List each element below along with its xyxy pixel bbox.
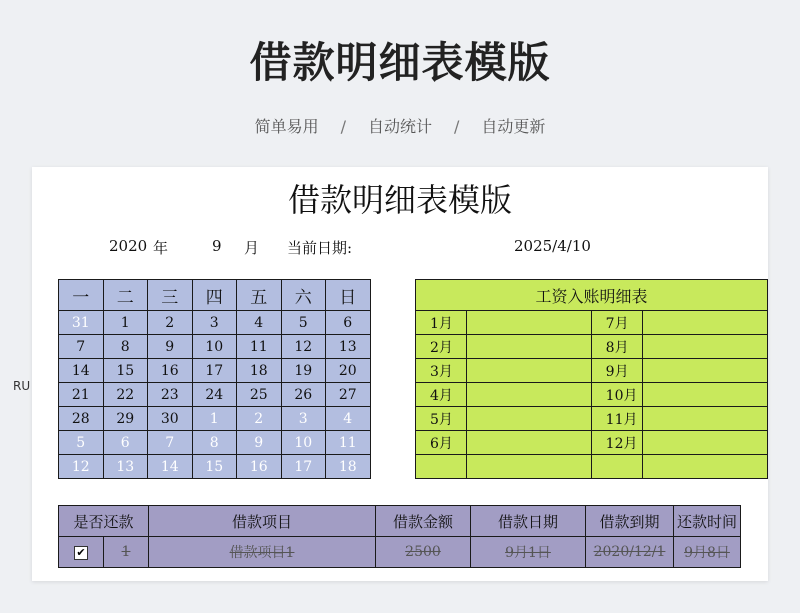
calendar-day-cell: 4: [326, 407, 371, 431]
col-loan-item: 借款项目: [149, 506, 376, 537]
calendar-day-cell: 17: [281, 455, 326, 479]
salary-month-label: 5月: [416, 407, 467, 431]
calendar-day-cell: 12: [59, 455, 104, 479]
salary-amount-cell[interactable]: [642, 455, 767, 479]
weekday-header: 一: [59, 280, 104, 311]
due-date-cell[interactable]: 2020/12/1: [586, 537, 674, 568]
salary-month-label: 6月: [416, 431, 467, 455]
calendar-day-cell: 26: [281, 383, 326, 407]
salary-row: [416, 455, 768, 479]
salary-month-label: 8月: [591, 335, 642, 359]
calendar-day-cell: 10: [281, 431, 326, 455]
salary-title-row: [416, 280, 768, 311]
calendar-day-cell: 1: [192, 407, 237, 431]
calendar-day-cell: 4: [237, 311, 282, 335]
calendar-week-row: [59, 335, 371, 359]
col-loan-date: 借款日期: [471, 506, 586, 537]
salary-row: [416, 383, 768, 407]
salary-amount-cell[interactable]: [642, 335, 767, 359]
calendar-day-cell: 7: [59, 335, 104, 359]
month-value[interactable]: 9: [212, 237, 222, 255]
calendar-day-cell: 14: [59, 359, 104, 383]
calendar-day-cell: 19: [281, 359, 326, 383]
calendar-week-row: [59, 383, 371, 407]
salary-amount-cell[interactable]: [466, 311, 591, 335]
calendar-day-cell: 10: [192, 335, 237, 359]
loan-item-cell[interactable]: 借款项目1: [149, 537, 376, 568]
calendar-day-cell: 2: [237, 407, 282, 431]
repaid-checkbox[interactable]: ✔: [74, 546, 88, 560]
year-unit-label: 年: [153, 239, 169, 257]
calendar-day-cell: 17: [192, 359, 237, 383]
salary-amount-cell[interactable]: [642, 359, 767, 383]
tagline-item: 自动更新: [481, 117, 546, 136]
calendar-week-row: [59, 407, 371, 431]
salary-row: [416, 407, 768, 431]
calendar-day-cell: 13: [103, 455, 148, 479]
salary-month-label: 1月: [416, 311, 467, 335]
salary-row: [416, 335, 768, 359]
calendar-day-cell: 11: [237, 335, 282, 359]
tagline-separator: /: [340, 117, 346, 136]
calendar-day-cell: 3: [281, 407, 326, 431]
salary-amount-cell[interactable]: [466, 431, 591, 455]
salary-row: [416, 311, 768, 335]
calendar-day-cell: 9: [237, 431, 282, 455]
weekday-header: 三: [148, 280, 193, 311]
salary-amount-cell[interactable]: [466, 407, 591, 431]
calendar-day-cell: 14: [148, 455, 193, 479]
calendar-day-cell: 6: [326, 311, 371, 335]
salary-month-label: [591, 455, 642, 479]
calendar-day-cell: 22: [103, 383, 148, 407]
calendar-day-cell: 12: [281, 335, 326, 359]
calendar-day-cell: 31: [59, 311, 104, 335]
tagline-separator: /: [454, 117, 460, 136]
current-date-value: 2025/4/10: [514, 237, 591, 255]
calendar-day-cell: 27: [326, 383, 371, 407]
salary-month-label: 7月: [591, 311, 642, 335]
calendar-day-cell: 3: [192, 311, 237, 335]
calendar-day-cell: 1: [103, 311, 148, 335]
salary-month-label: 4月: [416, 383, 467, 407]
salary-row: [416, 359, 768, 383]
tagline: [0, 114, 800, 137]
weekday-header: 二: [103, 280, 148, 311]
salary-month-label: 10月: [591, 383, 642, 407]
calendar-day-cell: 30: [148, 407, 193, 431]
salary-amount-cell[interactable]: [466, 359, 591, 383]
weekday-header: 四: [192, 280, 237, 311]
calendar-weekday-row: [59, 280, 371, 311]
tagline-item: 简单易用: [254, 117, 319, 136]
col-repay-time: 还款时间: [674, 506, 741, 537]
calendar-day-cell: 8: [192, 431, 237, 455]
table-row: [59, 537, 741, 568]
calendar-day-cell: 15: [103, 359, 148, 383]
salary-month-label: 3月: [416, 359, 467, 383]
month-unit-label: 月: [244, 239, 260, 257]
salary-month-label: 12月: [591, 431, 642, 455]
calendar-day-cell: 29: [103, 407, 148, 431]
repay-time-cell[interactable]: 9月8日: [674, 537, 741, 568]
col-loan-amount: 借款金额: [376, 506, 471, 537]
loan-date-cell[interactable]: 9月1日: [471, 537, 586, 568]
calendar-day-cell: 13: [326, 335, 371, 359]
calendar-day-cell: 28: [59, 407, 104, 431]
salary-month-label: 9月: [591, 359, 642, 383]
calendar-day-cell: 16: [148, 359, 193, 383]
calendar-day-cell: 2: [148, 311, 193, 335]
calendar-day-cell: 24: [192, 383, 237, 407]
calendar-day-cell: 21: [59, 383, 104, 407]
salary-amount-cell[interactable]: [466, 383, 591, 407]
calendar-day-cell: 18: [326, 455, 371, 479]
salary-title: 工资入账明细表: [416, 280, 768, 311]
calendar-day-cell: 20: [326, 359, 371, 383]
calendar-day-cell: 5: [59, 431, 104, 455]
salary-row: [416, 431, 768, 455]
col-due-date: 借款到期: [586, 506, 674, 537]
salary-month-label: 2月: [416, 335, 467, 359]
calendar-day-cell: 25: [237, 383, 282, 407]
calendar-day-cell: 5: [281, 311, 326, 335]
page-title: 借款明细表模版: [249, 38, 551, 87]
salary-amount-cell[interactable]: [642, 407, 767, 431]
calendar-day-cell: 6: [103, 431, 148, 455]
salary-month-label: 11月: [591, 407, 642, 431]
calendar-table: [58, 279, 371, 479]
weekday-header: 日: [326, 280, 371, 311]
tagline-item: 自动统计: [367, 117, 432, 136]
salary-table: [415, 279, 768, 479]
loan-table: [58, 505, 741, 568]
calendar-week-row: [59, 359, 371, 383]
calendar-day-cell: 11: [326, 431, 371, 455]
loan-header-row: [59, 506, 741, 537]
repaid-checkbox-cell[interactable]: [59, 537, 104, 568]
salary-amount-cell[interactable]: [642, 311, 767, 335]
row-index: 1: [104, 537, 149, 568]
calendar-day-cell: 9: [148, 335, 193, 359]
col-repaid-status: 是否还款: [59, 506, 149, 537]
salary-amount-cell[interactable]: [466, 455, 591, 479]
row-marker: RU: [13, 379, 31, 393]
weekday-header: 五: [237, 280, 282, 311]
salary-month-label: [416, 455, 467, 479]
calendar-day-cell: 15: [192, 455, 237, 479]
salary-amount-cell[interactable]: [642, 431, 767, 455]
calendar-day-cell: 16: [237, 455, 282, 479]
calendar-week-row: [59, 455, 371, 479]
calendar-day-cell: 18: [237, 359, 282, 383]
weekday-header: 六: [281, 280, 326, 311]
salary-amount-cell[interactable]: [642, 383, 767, 407]
sheet-title: 借款明细表模版: [287, 181, 512, 219]
calendar-week-row: [59, 431, 371, 455]
calendar-day-cell: 8: [103, 335, 148, 359]
calendar-day-cell: 7: [148, 431, 193, 455]
calendar-day-cell: 23: [148, 383, 193, 407]
salary-amount-cell[interactable]: [466, 335, 591, 359]
loan-amount-cell[interactable]: 2500: [376, 537, 471, 568]
spreadsheet-preview: [32, 167, 768, 581]
year-value[interactable]: 2020: [109, 237, 148, 255]
current-date-label: 当前日期:: [287, 239, 353, 257]
calendar-week-row: [59, 311, 371, 335]
